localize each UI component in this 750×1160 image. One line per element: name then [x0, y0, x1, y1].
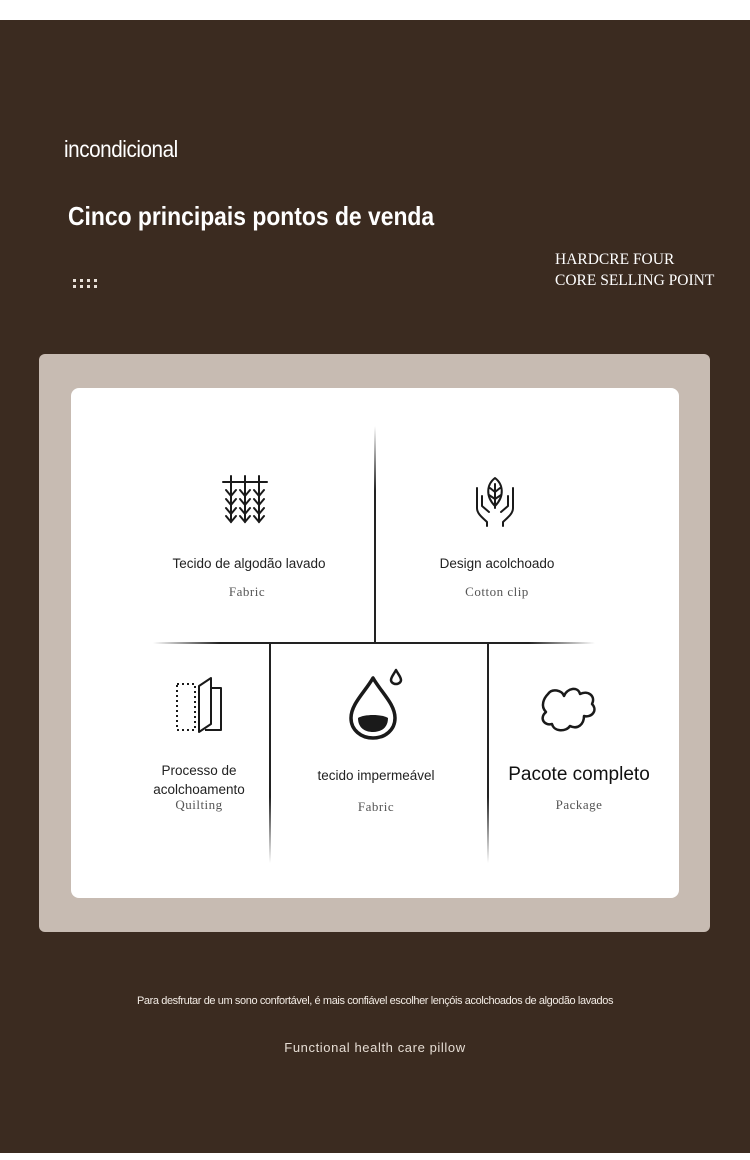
feature-sublabel: Fabric [228, 584, 266, 599]
divider-vertical-top [374, 426, 376, 642]
footer-note: Para desfrutar de um sono confortável, é mais confiável escolher lençóis acolchoados de algodão lavados [136, 995, 614, 1007]
quilting-panels-icon [175, 674, 225, 734]
feature-label: Tecido de algodão lavado [172, 556, 326, 571]
wheat-fabric-icon [221, 474, 269, 526]
feature-label: Design acolchoado [439, 556, 555, 571]
feature-label: Pacote completo [508, 764, 650, 785]
hardcore-line-2: CORE SELLING POINT [555, 272, 715, 289]
feature-sublabel: Package [555, 797, 603, 812]
divider-vertical-left [269, 643, 271, 863]
footer-tagline: Functional health care pillow [284, 1040, 466, 1055]
bottom-edge [0, 1153, 750, 1160]
hardcore-subtitle [555, 249, 714, 291]
feature-label-multiline [129, 761, 269, 799]
header-kicker: incondicional [64, 136, 178, 162]
page-title: Cinco principais pontos de venda [68, 201, 435, 231]
feature-sublabel: Fabric [357, 799, 395, 814]
feature-label-line-1: Processo de [161, 763, 237, 778]
water-drop-icon [347, 668, 403, 740]
feature-sublabel: Cotton clip [465, 584, 529, 599]
feature-label-line-2: acolchoamento [153, 782, 245, 797]
feature-card [71, 388, 679, 898]
dots-decoration-icon [73, 279, 101, 291]
divider-horizontal [153, 642, 595, 644]
puzzle-blob-icon [540, 684, 600, 734]
page-background [0, 20, 750, 1153]
hardcore-line-1: HARDCRE FOUR [555, 251, 675, 268]
divider-vertical-right [487, 643, 489, 863]
feature-sublabel: Quilting [175, 797, 223, 812]
feature-label: tecido impermeável [317, 768, 435, 783]
hands-leaf-icon [473, 474, 517, 528]
